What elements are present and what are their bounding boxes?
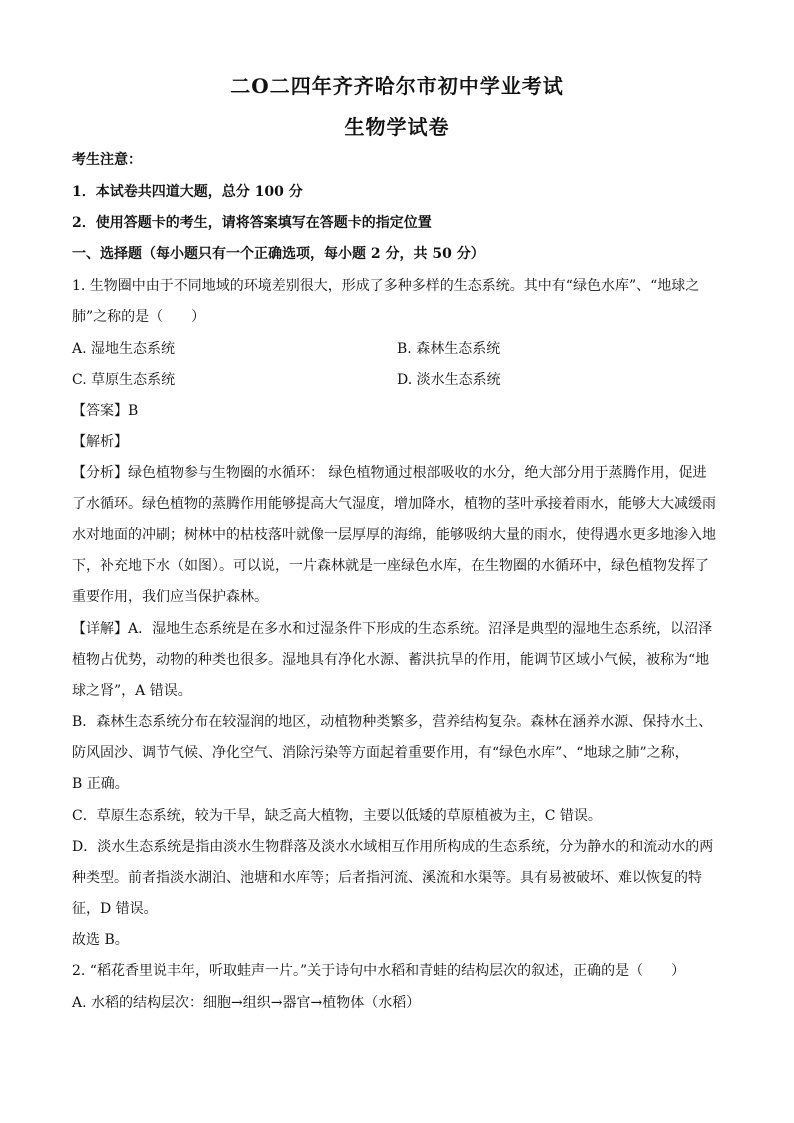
q1-fenxi-line-2: 了水循环。绿色植物的蒸腾作用能够提高大气湿度，增加降水，植物的茎叶承接着雨水，能够大大减缓雨 bbox=[72, 496, 716, 512]
exam-title: 二O二四年齐齐哈尔市初中学业考试 bbox=[230, 74, 564, 98]
section-heading: 一、选择题（每小题只有一个正确选项，每小题 2 分，共 50 分） bbox=[72, 246, 485, 262]
q1-xiangjie-line-7: C．草原生态系统，较为干旱，缺乏高大植物，主要以低矮的草原植被为主，C 错误。 bbox=[72, 808, 602, 824]
notice-item-1: 1．本试卷共四道大题，总分 100 分 bbox=[72, 184, 303, 200]
q1-answer: 【答案】B bbox=[72, 403, 139, 419]
q1-xiangjie-line-8: D．淡水生态系统是指由淡水生物群落及淡水水域相互作用所构成的生态系统，分为静水的和流动水的两 bbox=[72, 839, 714, 855]
q1-xiangjie-line-5: 防风固沙、调节气候、净化空气、消除污染等方面起着重要作用，有“绿色水库”、“地球之肺”之称， bbox=[72, 745, 689, 761]
q1-fenxi-line-1: 【分析】绿色植物参与生物圈的水循环： 绿色植物通过根部吸收的水分，绝大部分用于蒸腾作用，促进 bbox=[72, 465, 707, 481]
q2-stem: 2. “稻花香里说丰年，听取蛙声一片。”关于诗句中水稻和青蛙的结构层次的叙述，正确的是（ ） bbox=[72, 963, 686, 979]
q1-fenxi-line-5: 重要作用，我们应当保护森林。 bbox=[72, 589, 268, 605]
q1-option-a: A. 湿地生态系统 bbox=[72, 341, 176, 357]
q1-option-c: C. 草原生态系统 bbox=[72, 372, 176, 388]
q1-fenxi-line-4: 下，补充地下水（如图）。可以说，一片森林就是一座绿色水库，在生物圈的水循环中，绿色植物发挥了 bbox=[72, 558, 709, 574]
q1-option-b: B. 森林生态系统 bbox=[397, 341, 501, 357]
q2-option-a: A. 水稻的结构层次：细胞→组织→器官→植物体（水稻） bbox=[72, 995, 421, 1011]
q1-xiangjie-line-6: B 正确。 bbox=[72, 776, 129, 792]
q1-option-d: D. 淡水生态系统 bbox=[397, 372, 501, 388]
notice-item-2: 2．使用答题卡的考生，请将答案填写在答题卡的指定位置 bbox=[72, 215, 432, 231]
q1-stem-line-1: 1. 生物圈中由于不同地域的环境差别很大，形成了多种多样的生态系统。其中有“绿色水库”、“地球之 bbox=[72, 278, 700, 294]
notice-heading: 考生注意： bbox=[72, 152, 142, 168]
q1-xiangjie-line-9: 种类型。前者指淡水湖泊、池塘和水库等；后者指河流、溪流和水渠等。具有易被破坏、难以恢复的特 bbox=[72, 870, 702, 886]
q1-xiangjie-line-1: 【详解】A．湿地生态系统是在多水和过湿条件下形成的生态系统。沼泽是典型的湿地生态系统，以沼泽 bbox=[72, 621, 713, 637]
q1-conclusion: 故选 B。 bbox=[72, 932, 129, 948]
q1-stem-line-2: 肺”之称的是（ ） bbox=[72, 309, 206, 325]
exam-subtitle: 生物学试卷 bbox=[344, 115, 450, 139]
q1-xiangjie-line-2: 植物占优势，动物的种类也很多。湿地具有净化水源、蓄洪抗旱的作用，能调节区域小气候，被称为“地 bbox=[72, 652, 710, 668]
q1-analysis-label: 【解析】 bbox=[72, 434, 128, 450]
q1-xiangjie-line-3: 球之肾”，A 错误。 bbox=[72, 683, 192, 699]
q1-xiangjie-line-10: 征，D 错误。 bbox=[72, 901, 158, 917]
q1-fenxi-line-3: 水对地面的冲刷；树林中的枯枝落叶就像一层厚厚的海绵，能够吸纳大量的雨水，使得遇水更多地渗入地 bbox=[72, 527, 716, 543]
q1-xiangjie-line-4: B．森林生态系统分布在较湿润的地区，动植物种类繁多，营养结构复杂。森林在涵养水源、保持水土、 bbox=[72, 714, 713, 730]
